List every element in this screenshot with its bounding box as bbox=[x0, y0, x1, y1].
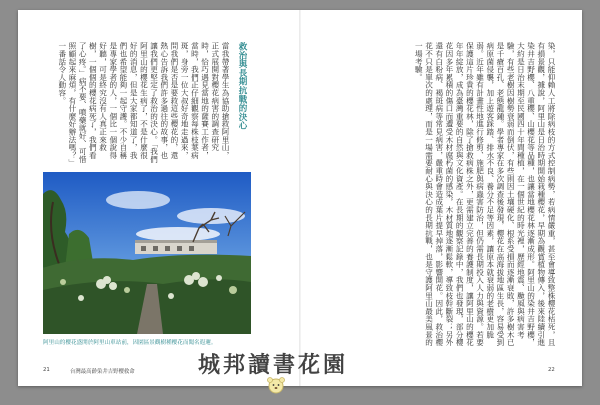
section-heading: 救治與長期抗戰的決心 bbox=[237, 42, 247, 130]
book-gutter bbox=[299, 10, 301, 386]
left-page-body-text: 當我帶著學生為協助搶救阿里山，正式展開對櫻花病害的調查研究時，恰巧遇見當地的薩賽工作者，當時，我們正仔細觀察每株枝葉病斑，身旁一位大叔好奇地走過來，問我們是否是要救這些櫻花的，還熱心告訴我們許多過往的故事，也讓我們更堅定了救治的決心。「我們阿里山的櫻花生病了，不是什麼很好的消息，但是大家都知道了，我們也希望能夠一起守護。不少自稱是專家學者的人，一個比一個說得好聽，可是終究沒有人真正來救樹，一個個的櫻花病死了，我們看了心疼。」病不要、噴藥就好、可惜照顧起來麻煩，有什麼好辦法嗎？」一番話令人動容。 bbox=[57, 42, 230, 163]
watermark-text: 城邦讀書花園 bbox=[198, 353, 349, 378]
book-spread bbox=[18, 10, 582, 386]
right-page-body-text: 染，只能仰賴人工將除病枝的方式控制病勢，若病情嚴重，甚至會導致整株櫻花枯死，且有損景觀，據說，阿里山是日治時期開始栽種櫻花，早期為觀賞植物傳入，後來陸續引進染井吉野櫻、八重櫻、山櫻花等品種，也讓當地櫻花林逐漸成形。阿里山的染井吉野櫻，大約是日治末期至民國四十年間種植，在一個世紀的時光裡，歷經地震、颱風與病害考驗，有些老樹因樹勢衰弱而倒伏，有些則因土壤硬化、根系受損而逐漸衰敗，許多樹木已是千瘡百孔、老態龍鍾。學者專家在多次調查後發現，櫻花在高海拔地區生長，容易受到病原菌侵襲，加上遊客踩踏、排水不良、養分不足等因素，讓原本就衰弱的老樹更加脆弱。近年雖有計畫性地進行修剪、施肥與病蟲害防治，但仍需長期投入人力與資源。若要保護這片珍貴的櫻花林，除了搶救病株之外，更需建立完善的養護制度，讓阿里山的櫻花年年綻放，成為臺灣重要的自然與文化資產。在長期的觀察記錄中，我們也發現，部分櫻花因多年累積的傷口而遭受木材腐朽菌的感染，木材質地逐漸鬆軟，導致枝幹斷裂；另外還有白粉病、褐斑病等常見病害，嚴重時會造成葉片提早掉落，影響開花。因此，救治櫻花不只是單次的處理，而是一場需要耐心與決心的長期抗戰，也是守護阿里山最美風景的一場考驗。 bbox=[414, 42, 556, 347]
left-page-number: 21 bbox=[43, 367, 50, 373]
cherry-tree-photo bbox=[43, 172, 251, 334]
watermark-mascot-icon bbox=[266, 376, 286, 394]
right-page-number: 22 bbox=[548, 367, 555, 373]
photo-caption: 阿里山的櫻花盛開於阿里山車站前，因園區景觀樹種櫻花而聞名遐邇。 bbox=[43, 340, 217, 346]
running-footer: 台灣最高齡染井吉野櫻救命 bbox=[70, 369, 135, 375]
